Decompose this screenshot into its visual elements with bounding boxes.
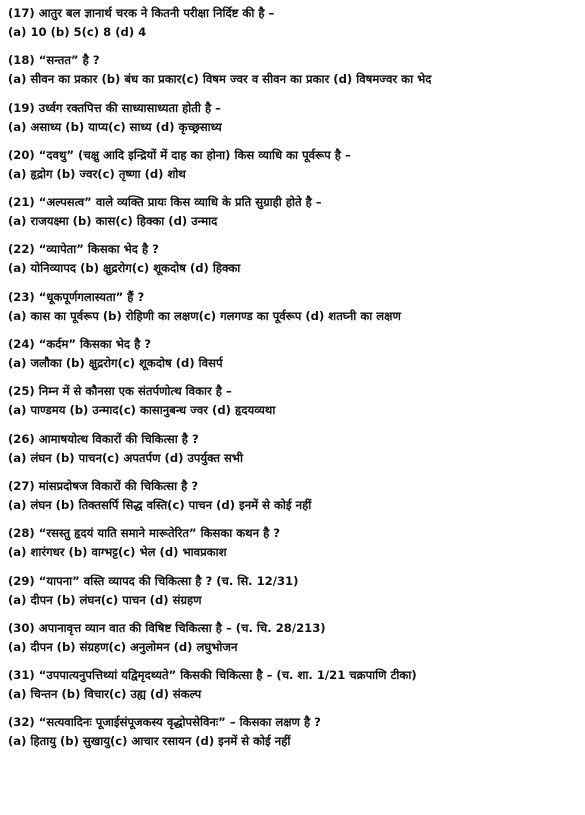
question-24 [8,335,585,382]
question-19 [8,99,585,146]
question-options: (a) दीपन (b) संग्रहण(c) अनुलोमन (d) लघुभोजन [8,639,238,654]
question-options: (a) असाध्य (b) याप्य(c) साध्य (d) कृच्छ्रसाध्य [8,119,222,134]
question-text: (24) “कर्दम” किसका भेद है ? [8,337,151,352]
question-22 [8,240,585,287]
question-text: (26) आमाषयोत्थ विकारों की चिकित्सा है ? [8,431,199,446]
question-29 [8,572,585,619]
question-text: (32) “सत्यवादिनः पूजाईसंपूजकस्य वृद्धोपसेविनः” – किसका लक्षण है ? [8,715,321,730]
question-options: (a) लंघन (b) तिक्तसर्पि सिद्ध वस्ति(c) पाचन (d) इनमें से कोई नहीं [8,497,312,512]
question-text: (18) “सन्तत” है ? [8,53,100,68]
question-26 [8,430,585,477]
question-options: (a) हितायु (b) सुखायु(c) आचार रसायन (d) इनमें से कोई नहीं [8,734,291,749]
question-text: (21) “अल्पसत्व” वाले व्यक्ति प्रायः किस व्याधि के प्रति सुग्राही होते है – [8,195,322,210]
question-options: (a) योनिव्यापद (b) क्षुद्ररोग(c) शूकदोष (d) हिक्का [8,261,241,276]
question-30 [8,619,585,666]
question-23 [8,288,585,335]
question-options: (a) लंघन (b) पाचन(c) अपतर्पण (d) उपर्युक्त सभी [8,450,243,465]
question-text: (30) अपानावृत्त व्यान वात की विषिष्ट चिकित्सा है – (च. चि. 28/213) [8,620,326,635]
question-options: (a) हृद्रोग (b) ज्वर(c) तृष्णा (d) शोथ [8,166,186,181]
question-text: (22) “व्यापेता” किसका भेद है ? [8,242,159,257]
question-text: (28) “रसस्तु हृदयं याति समाने मारूतेरित” किसका कथन है ? [8,526,280,541]
question-text: (17) आतुर बल ज्ञानार्थ चरक ने कितनी परीक्षा निर्दिष्ट की है – [8,6,275,20]
question-options: (a) शारंगधर (b) वाग्भट्ट(c) भेल (d) भावप्रकाश [8,545,227,560]
question-text: (25) निम्न में से कौनसा एक संतर्पणोत्थ विकार है – [8,384,232,399]
question-options: (a) दीपन (b) लंघन(c) पाचन (d) संग्रहण [8,592,202,607]
question-text: (19) उर्ध्वग रक्तपित्त की साध्यासाध्यता होती है – [8,100,221,115]
question-options: (a) कास का पूर्वरूप (b) रोहिणी का लक्षण(c) गलगण्ड का पूर्वरूप (d) शतघ्नी का लक्षण [8,308,401,323]
question-20 [8,146,585,193]
question-32 [8,713,585,760]
question-options: (a) 10 (b) 5(c) 8 (d) 4 [8,25,147,39]
question-21 [8,193,585,240]
question-text: (20) “दवथु” (चक्षु आदि इन्द्रियों में दाह का होना) किस व्याधि का पूर्वरूप है – [8,147,351,162]
question-text: (27) मांसप्रदोषज विकारों की चिकित्सा है ? [8,478,199,493]
question-28 [8,524,585,571]
question-options: (a) राजयक्ष्मा (b) कास(c) हिक्का (d) उन्माद [8,214,218,229]
question-27 [8,477,585,524]
question-text: (31) “उपपात्यनुपत्तिथ्यां यद्विमृदथ्यते” किसकी चिकित्सा है – (च. शा. 1/21 चक्रपाणि टीका) [8,668,417,683]
question-options: (a) सीवन का प्रकार (b) बंध का प्रकार(c) विषम ज्वर व सीवन का प्रकार (d) विषमज्वर का भेद [8,72,432,87]
question-18 [8,51,585,98]
question-31 [8,666,585,713]
question-25 [8,382,585,429]
question-text: (29) “यापना” वस्ति व्यापद की चिकित्सा है ? (च. सि. 12/31) [8,573,299,588]
question-text: (23) “धूकपूर्णगलास्यता” हैं ? [8,289,145,304]
question-options: (a) जलौका (b) क्षुद्ररोग(c) शूकदोष (d) विसर्प [8,356,223,371]
question-17 [8,4,585,51]
question-options: (a) पाण्डमय (b) उन्माद(c) कासानुबन्ध ज्वर (d) हृदयव्यथा [8,403,276,418]
question-options: (a) चिन्तन (b) विचार(c) उह्य (d) संकल्प [8,687,202,702]
